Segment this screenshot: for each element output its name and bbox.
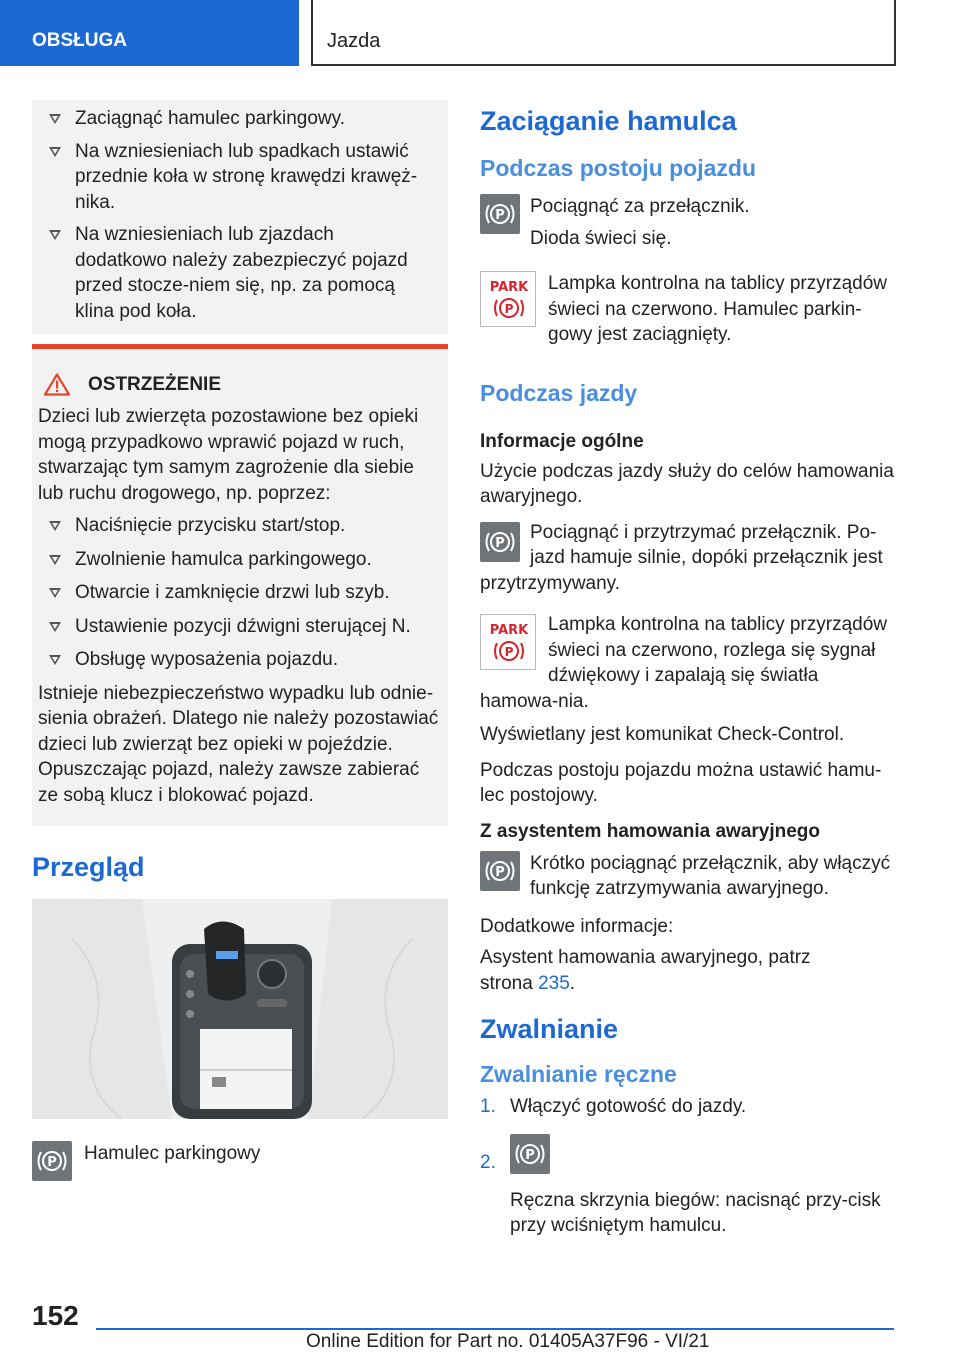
list-item: Obsługę wyposażenia pojazdu. (38, 647, 440, 673)
pull-switch-row (480, 194, 900, 251)
list-item: 1. Włączyć gotowość do jazdy. (480, 1096, 747, 1117)
bullet-triangle-icon (49, 655, 61, 665)
page-number: 152 (32, 1300, 79, 1331)
page-link-235[interactable]: 235 (538, 972, 570, 994)
warning-header (38, 373, 440, 396)
brake-switch-icon (510, 1134, 550, 1174)
center-console-illustration (32, 899, 448, 1119)
list-item: Zwolnienie hamulca parkingowego. (38, 547, 440, 573)
bullet-triangle-icon (49, 230, 61, 240)
brake-switch-icon (480, 522, 520, 562)
svg-text:P: P (504, 645, 514, 659)
chapter-title: Jazda (311, 0, 896, 66)
park-lamp-text-1: Lampka kontrolna na tablicy przyrządów świeci na czerwono. Hamulec parkin‐gowy jest zaciągnięty. (548, 273, 888, 345)
warning-outro: Istnieje niebezpieczeństwo wypadku lub odnie‐sienia obrażeń. Dlatego nie należy pozostawiać dzieci lub zwierząt bez opieki w pojeździe. Opuszczając pojazd, należy zawsze zabierać ze sobą klucz i blokować pojazd. (38, 682, 439, 806)
check-control-text: Wyświetlany jest komunikat Check-Control. (480, 724, 845, 745)
bullet-triangle-icon (49, 588, 61, 598)
warning-box (32, 344, 448, 826)
park-lamp-icon (480, 614, 536, 670)
svg-text:P: P (504, 302, 514, 316)
svg-text:PARK: PARK (489, 623, 529, 638)
list-item: Ustawienie pozycji dźwigni sterującej N. (38, 614, 440, 640)
list-item: Na wzniesieniach lub zjazdach dodatkowo należy zabezpieczyć pojazd przed stocze‐niem się, np. za pomocą klina pod koła. (32, 222, 448, 324)
right-column (480, 100, 900, 1239)
emergency-heading: Z asystentem hamowania awaryjnego (480, 820, 821, 842)
bullet-triangle-icon (49, 622, 61, 632)
left-column (32, 100, 448, 1181)
pull-hold-row (480, 520, 900, 597)
apply-heading: Zaciąganie hamulca (480, 106, 737, 136)
svg-text:PARK: PARK (489, 280, 529, 295)
svg-text:P: P (525, 1147, 535, 1163)
release-heading: Zwalnianie (480, 1014, 619, 1044)
bullet-triangle-icon (49, 114, 61, 124)
parking-bullets-box (32, 100, 448, 334)
photo-caption: Hamulec parkingowy (84, 1143, 261, 1164)
hold-brake-text: Podczas postoju pojazdu można ustawić hamu‐lec postojowy. (480, 759, 882, 806)
pull-hold-text: Pociągnąć i przytrzymać przełącznik. Po‐jazd hamuje silnie, dopóki przełącznik jest przytrzymywany. (480, 521, 883, 594)
emergency-row (480, 851, 900, 902)
list-item: Otwarcie i zamknięcie drzwi lub szyb. (38, 580, 440, 606)
park-lamp-text-2: Lampka kontrolna na tablicy przyrządów świeci na czerwono, rozlega się sygnał dźwiękowy i zapalają się światła hamowa‐nia. (480, 614, 888, 712)
park-lamp-row-2 (480, 612, 900, 714)
footer-divider (96, 1328, 894, 1330)
list-item: Naciśnięcie przycisku start/stop. (38, 513, 440, 539)
list-item: Na wzniesieniach lub spadkach ustawić przednie koła w stronę krawędzi krawęż‐nika. (32, 139, 448, 216)
warning-title: OSTRZEŻENIE (88, 373, 222, 395)
assist-ref-line-1: Asystent hamowania awaryjnego, patrz (480, 947, 811, 968)
section-tab: OBSŁUGA (0, 0, 299, 66)
center-console-photo (32, 899, 448, 1119)
park-lamp-icon (480, 271, 536, 327)
general-info-text: Użycie podczas jazdy służy do celów hamowania awaryjnego. (480, 460, 894, 507)
svg-text:P: P (495, 208, 505, 223)
svg-text:P: P (495, 535, 505, 551)
brake-switch-icon (480, 194, 520, 234)
release-manual-subheading: Zwalnianie ręczne (480, 1061, 677, 1087)
additional-info-label: Dodatkowe informacje: (480, 915, 674, 937)
svg-text:P: P (495, 864, 505, 880)
stationary-subheading: Podczas postoju pojazdu (480, 155, 757, 181)
svg-text:P: P (47, 1155, 57, 1170)
brake-switch-icon (32, 1141, 72, 1181)
list-item: 2. P Ręczna skrzynia biegów: nacisnąć przy‐cisk przy wciśniętym hamulcu. (480, 1134, 900, 1239)
pull-switch-text: Pociągnąć za przełącznik. (530, 196, 750, 217)
list-item: Zaciągnąć hamulec parkingowy. (32, 106, 448, 132)
caption-row (32, 1141, 448, 1181)
park-lamp-row-1 (480, 271, 900, 348)
overview-heading: Przegląd (32, 852, 145, 882)
warning-triangle-icon (44, 373, 70, 396)
warning-intro: Dzieci lub zwierzęta pozostawione bez opieki mogą przypadkowo wprawić pojazd w ruch, stwarzając tym samym zagrożenie dla siebie lub ruchu drogowego, np. poprzez: (38, 406, 419, 504)
bullet-triangle-icon (49, 521, 61, 531)
general-info-heading: Informacje ogólne (480, 430, 644, 452)
bullet-triangle-icon (49, 147, 61, 157)
emergency-text: Krótko pociągnąć przełącznik, aby włączyć funkcję zatrzymywania awaryjnego. (530, 852, 891, 899)
led-lights-text: Dioda świeci się. (530, 227, 672, 249)
assist-ref-line-2: strona 235. (480, 972, 576, 994)
driving-subheading: Podczas jazdy (480, 379, 638, 406)
edition-info: Online Edition for Part no. 01405A37F96 - VI/21 (306, 1331, 710, 1352)
bullet-triangle-icon (49, 555, 61, 565)
brake-switch-icon (480, 851, 520, 891)
